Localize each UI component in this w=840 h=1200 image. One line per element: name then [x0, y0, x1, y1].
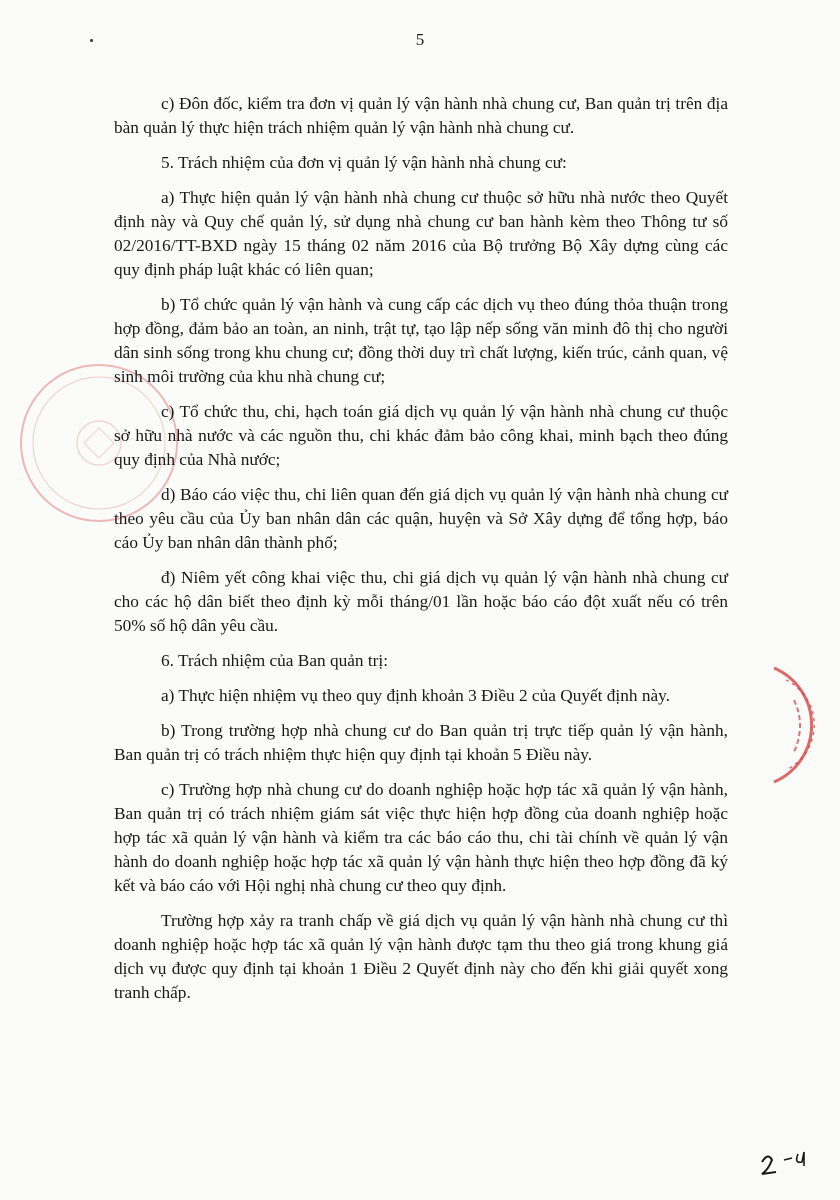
page-number: 5	[415, 30, 425, 49]
seal-stamp-right	[764, 660, 840, 790]
handwritten-initials	[758, 1140, 818, 1180]
paragraph-6b: b) Trong trường hợp nhà chung cư do Ban quản trị trực tiếp quản lý vận hành, Ban quản trị có trách nhiệm thực hiện quy định tại khoản 5 Điều này.	[114, 721, 728, 764]
paragraph-5c-finance: c) Tổ chức thu, chi, hạch toán giá dịch vụ quản lý vận hành nhà chung cư thuộc sở hữu nhà nước và các nguồn thu, chi khác đảm bảo công khai, minh bạch theo đúng quy định của Nhà nước;	[114, 402, 728, 469]
paragraph-5d: d) Báo cáo việc thu, chi liên quan đến giá dịch vụ quản lý vận hành nhà chung cư theo yêu cầu của Ủy ban nhân dân các quận, huyện và Sở Xây dựng để tổng hợp, báo cáo Ủy ban nhân dân thành phố;	[114, 485, 728, 552]
paragraph-6a: a) Thực hiện nhiệm vụ theo quy định khoản 3 Điều 2 của Quyết định này.	[161, 686, 670, 705]
document-body	[114, 92, 728, 1016]
paragraph-5c: c) Đôn đốc, kiểm tra đơn vị quản lý vận hành nhà chung cư, Ban quản trị trên địa bàn quản lý thực hiện trách nhiệm quản lý vận hành nhà chung cư.	[114, 94, 728, 137]
paragraph-6c: c) Trường hợp nhà chung cư do doanh nghiệp hoặc hợp tác xã quản lý vận hành, Ban quản trị có trách nhiệm giám sát việc thực hiện hợp đồng của doanh nghiệp hoặc hợp tác xã quản lý vận hành và kiểm tra các báo cáo thu, chi tài chính về quản lý vận hành do doanh nghiệp hoặc hợp tác xã quản lý vận hành thực hiện theo hợp đồng đã ký kết và báo cáo với Hội nghị nhà chung cư theo quy định.	[114, 780, 728, 895]
paragraph-5dd: đ) Niêm yết công khai việc thu, chi giá dịch vụ quản lý vận hành nhà chung cư cho các hộ dân biết theo định kỳ mỗi tháng/01 lần hoặc báo cáo đột xuất nếu có trên 50% số hộ dân yêu cầu.	[114, 568, 728, 635]
section-6-heading: 6. Trách nhiệm của Ban quản trị:	[161, 651, 389, 670]
section-5-heading: 5. Trách nhiệm của đơn vị quản lý vận hành nhà chung cư:	[161, 153, 567, 172]
paragraph-5b: b) Tổ chức quản lý vận hành và cung cấp các dịch vụ theo đúng thỏa thuận trong hợp đồng, đảm bảo an toàn, an ninh, trật tự, tạo lập nếp sống văn minh đô thị cho người dân sinh sống trong khu chung cư; đồng thời duy trì chất lượng, kiến trúc, cảnh quan, vệ sinh môi trường của khu nhà chung cư;	[114, 295, 728, 386]
paragraph-5a: a) Thực hiện quản lý vận hành nhà chung cư thuộc sở hữu nhà nước theo Quyết định này và Quy chế quản lý, sử dụng nhà chung cư ban hành kèm theo Thông tư số 02/2016/TT-BXD ngày 15 tháng 02 năm 2016 của Bộ trưởng Bộ Xây dựng cùng các quy định pháp luật khác có liên quan;	[114, 188, 728, 279]
paragraph-dispute: Trường hợp xảy ra tranh chấp về giá dịch vụ quản lý vận hành nhà chung cư thì doanh nghiệp hoặc hợp tác xã quản lý vận hành được tạm thu theo giá trong khung giá dịch vụ được quy định tại khoản 1 Điều 2 Quyết định này cho đến khi giải quyết xong tranh chấp.	[114, 911, 728, 1002]
